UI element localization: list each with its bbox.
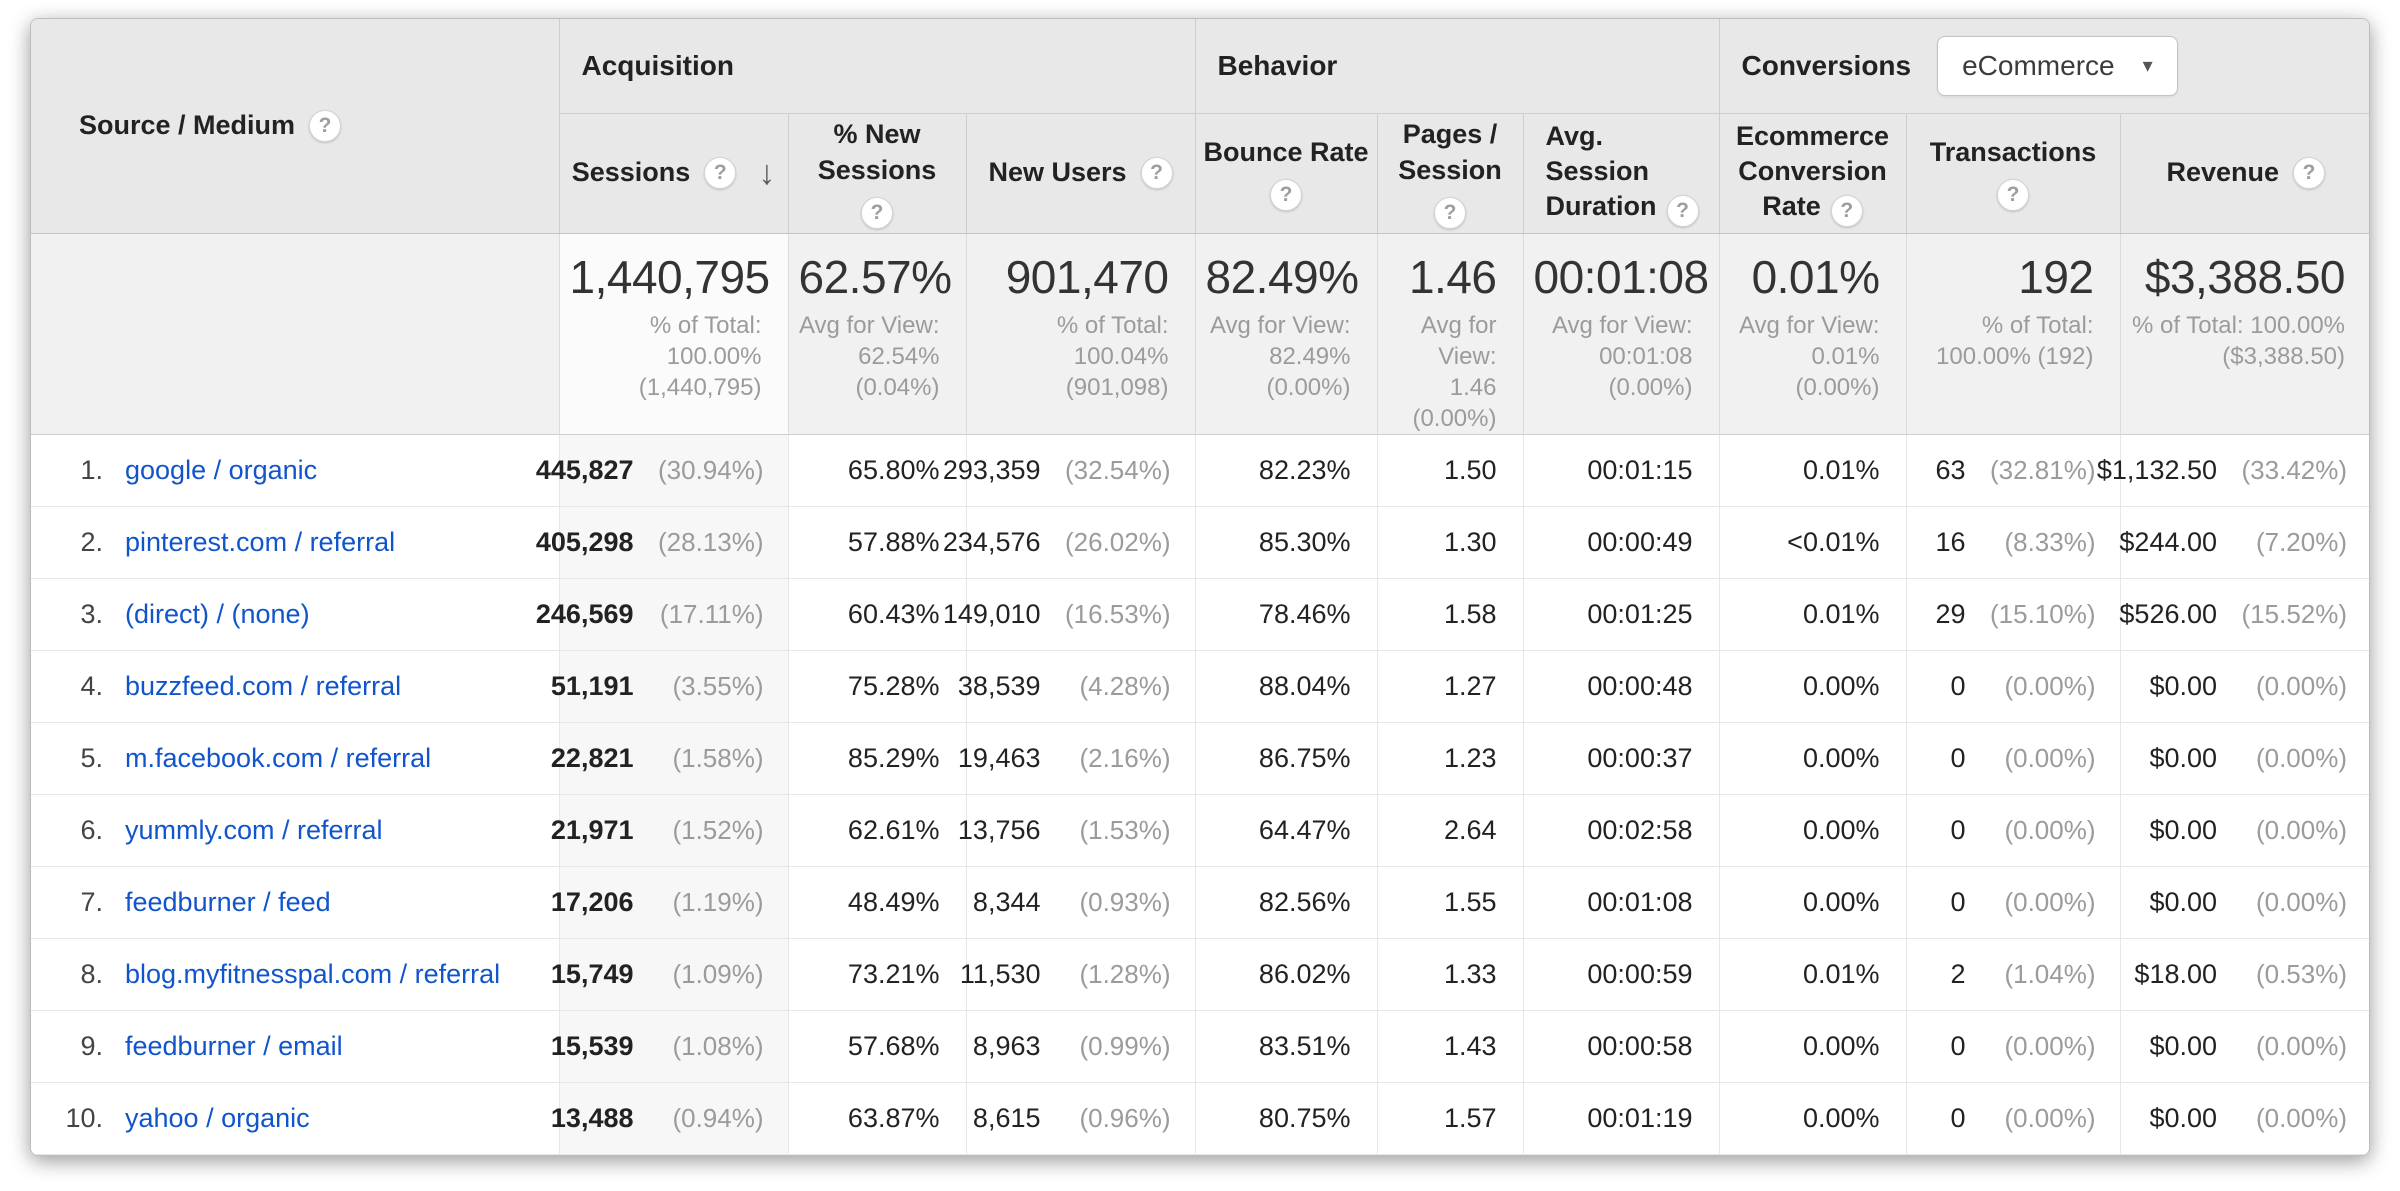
totals-avg-session-duration-note: Avg for View: 00:01:08 (0.00%)	[1551, 311, 1693, 401]
pct-new-sessions-cell: 85.29%	[788, 723, 966, 795]
source-medium-cell	[31, 1083, 559, 1155]
revenue-percent: (0.00%)	[2255, 1103, 2348, 1134]
revenue-cell	[2120, 1083, 2370, 1155]
table-row	[31, 939, 2370, 1011]
source-medium-cell	[31, 579, 559, 651]
bounce-rate-cell: 82.23%	[1195, 435, 1377, 507]
transactions-percent: (1.04%)	[2004, 959, 2096, 990]
source-link[interactable]: yummly.com / referral	[125, 815, 383, 846]
ecommerce-conversion-rate-cell: 0.01%	[1719, 579, 1906, 651]
source-medium-cell	[31, 1011, 559, 1083]
pages-session-cell: 1.43	[1377, 1011, 1523, 1083]
table-row	[31, 651, 2370, 723]
totals-sessions-note: % of Total: 100.00% (1,440,795)	[638, 311, 762, 401]
transactions-cell	[1906, 651, 2120, 723]
table-row	[31, 1083, 2370, 1155]
new-users-percent: (0.96%)	[1079, 1103, 1171, 1134]
sessions-value: 22,821	[550, 743, 634, 774]
new-users-percent: (32.54%)	[1065, 455, 1171, 486]
revenue-cell	[2120, 579, 2370, 651]
source-link[interactable]: blog.myfitnesspal.com / referral	[125, 959, 501, 990]
new-users-cell	[942, 435, 1195, 507]
bounce-rate-cell: 88.04%	[1195, 651, 1377, 723]
avg-session-duration-cell: 00:02:58	[1523, 795, 1719, 867]
column-header-ecommerce-conversion-rate[interactable]	[1719, 113, 1906, 233]
totals-ecommerce-conversion-rate	[1719, 233, 1906, 435]
pages-session-cell: 1.55	[1377, 867, 1523, 939]
transactions-value: 0	[1950, 815, 1966, 846]
ecommerce-conversion-rate-cell: 0.00%	[1719, 795, 1906, 867]
conversions-label: Conversions	[1741, 49, 1912, 81]
source-medium-cell	[31, 723, 559, 795]
source-medium-cell	[31, 939, 559, 1011]
new-users-cell	[957, 651, 1195, 723]
transactions-percent: (8.33%)	[2004, 527, 2096, 558]
revenue-value: $1,132.50	[2096, 455, 2218, 486]
revenue-cell	[2120, 651, 2370, 723]
sessions-cell	[550, 867, 788, 939]
table-row	[31, 1011, 2370, 1083]
pages-session-cell: 1.27	[1377, 651, 1523, 723]
source-medium-cell	[31, 435, 559, 507]
sessions-value: 17,206	[550, 887, 634, 918]
transactions-percent: (0.00%)	[2004, 887, 2096, 918]
totals-avg-session-duration	[1523, 233, 1719, 435]
new-users-percent: (0.99%)	[1079, 1031, 1171, 1062]
new-users-value: 8,963	[972, 1031, 1041, 1062]
bounce-rate-header-label: Bounce Rate	[1203, 136, 1369, 167]
bounce-rate-cell: 80.75%	[1195, 1083, 1377, 1155]
pct-new-sessions-cell: 63.87%	[788, 1083, 966, 1155]
revenue-header-label: Revenue	[2166, 157, 2280, 188]
acquisition-label: Acquisition	[581, 49, 734, 81]
revenue-cell	[2120, 507, 2370, 579]
new-users-value: 19,463	[957, 743, 1041, 774]
sessions-value: 13,488	[550, 1103, 634, 1134]
ecommerce-conversion-rate-cell: 0.01%	[1719, 435, 1906, 507]
revenue-percent: (0.00%)	[2255, 1031, 2348, 1062]
transactions-percent: (0.00%)	[2004, 743, 2096, 774]
table-row	[31, 867, 2370, 939]
sessions-value: 445,827	[535, 455, 634, 486]
selected-goal-set: eCommerce	[1962, 49, 2115, 81]
ecommerce-conversion-rate-cell: 0.00%	[1719, 1083, 1906, 1155]
row-index: 4.	[80, 671, 103, 702]
bounce-rate-cell: 78.46%	[1195, 579, 1377, 651]
table-body	[31, 233, 2370, 1155]
pages-session-cell: 1.33	[1377, 939, 1523, 1011]
totals-pages-session-note: Avg for View: 1.46 (0.00%)	[1412, 311, 1497, 433]
sessions-cell	[550, 723, 788, 795]
ecommerce-conversion-rate-header-label: Ecommerce Conversion Rate	[1735, 121, 1890, 222]
pct-new-sessions-cell: 60.43%	[788, 579, 966, 651]
totals-pct-new-sessions-value: 62.57%	[798, 250, 952, 303]
source-medium-cell	[31, 795, 559, 867]
table-row	[31, 579, 2370, 651]
sessions-percent: (1.09%)	[672, 959, 764, 990]
transactions-percent: (0.00%)	[2004, 1031, 2096, 1062]
totals-pct-new-sessions-note: Avg for View: 62.54% (0.04%)	[798, 311, 940, 401]
totals-sessions-value: 1,440,795	[569, 250, 770, 303]
row-index: 9.	[80, 1031, 103, 1062]
sessions-cell	[535, 507, 788, 579]
transactions-value: 0	[1950, 887, 1966, 918]
analytics-table-frame	[30, 18, 2370, 1156]
transactions-cell	[1906, 867, 2120, 939]
sessions-percent: (30.94%)	[658, 455, 764, 486]
totals-ecommerce-conversion-rate-value: 0.01%	[1751, 250, 1880, 303]
help-icon[interactable]: ?	[861, 197, 893, 229]
source-link[interactable]: feedburner / email	[125, 1031, 343, 1062]
new-users-value: 8,344	[972, 887, 1041, 918]
column-header-transactions[interactable]	[1906, 113, 2120, 233]
revenue-cell	[2120, 723, 2370, 795]
transactions-cell	[1906, 795, 2120, 867]
pages-session-cell: 1.23	[1377, 723, 1523, 795]
sessions-percent: (1.19%)	[672, 887, 764, 918]
chevron-down-icon: ▾	[2142, 55, 2153, 78]
revenue-cell	[2120, 867, 2370, 939]
pages-session-header-label: Pages / Session	[1398, 119, 1502, 185]
source-medium-label: Source / Medium	[79, 110, 296, 141]
transactions-value: 16	[1935, 527, 1966, 558]
new-users-cell	[966, 1011, 1195, 1083]
row-index: 10.	[65, 1103, 103, 1134]
transactions-value: 0	[1950, 1103, 1966, 1134]
new-users-percent: (1.28%)	[1079, 959, 1171, 990]
column-header-new-users[interactable]	[966, 113, 1195, 233]
sessions-cell	[550, 939, 788, 1011]
sort-descending-icon: ↓	[758, 153, 776, 192]
revenue-cell	[2120, 1011, 2370, 1083]
totals-revenue-value: $3,388.50	[2144, 250, 2346, 303]
pages-session-cell: 1.30	[1377, 507, 1523, 579]
transactions-value: 2	[1950, 959, 1966, 990]
column-header-avg-session-duration[interactable]	[1523, 113, 1719, 233]
revenue-percent: (0.00%)	[2255, 743, 2348, 774]
source-medium-cell	[31, 507, 559, 579]
column-header-sessions[interactable]	[559, 113, 788, 233]
group-header-row	[31, 19, 2370, 113]
sessions-percent: (0.94%)	[672, 1103, 764, 1134]
row-index: 8.	[80, 959, 103, 990]
ecommerce-conversion-rate-cell: 0.00%	[1719, 867, 1906, 939]
ecommerce-conversion-rate-cell: 0.00%	[1719, 723, 1906, 795]
totals-avg-session-duration-value: 00:01:08	[1533, 250, 1709, 303]
totals-pct-new-sessions	[788, 233, 966, 435]
source-link[interactable]: buzzfeed.com / referral	[125, 671, 402, 702]
table-row	[31, 795, 2370, 867]
totals-pages-session	[1377, 233, 1523, 435]
revenue-value: $0.00	[2149, 1103, 2218, 1134]
row-index: 3.	[80, 599, 103, 630]
revenue-percent: (7.20%)	[2255, 527, 2348, 558]
new-users-header-label: New Users	[988, 157, 1127, 188]
row-index: 6.	[80, 815, 103, 846]
pages-session-cell: 1.58	[1377, 579, 1523, 651]
row-index: 1.	[80, 455, 103, 486]
help-icon[interactable]: ?	[1997, 179, 2029, 211]
new-users-percent: (16.53%)	[1065, 599, 1171, 630]
transactions-value: 63	[1935, 455, 1966, 486]
sessions-cell	[550, 651, 788, 723]
transactions-cell	[1906, 939, 2120, 1011]
sessions-value: 246,569	[535, 599, 634, 630]
sessions-cell	[550, 795, 788, 867]
ecommerce-conversion-rate-cell: 0.00%	[1719, 1011, 1906, 1083]
ecommerce-conversion-rate-cell: <0.01%	[1719, 507, 1906, 579]
revenue-percent: (0.00%)	[2255, 887, 2348, 918]
revenue-value: $0.00	[2149, 887, 2218, 918]
new-users-percent: (26.02%)	[1065, 527, 1171, 558]
new-users-value: 11,530	[959, 959, 1041, 990]
row-index: 2.	[80, 527, 103, 558]
new-users-value: 13,756	[957, 815, 1041, 846]
bounce-rate-cell: 64.47%	[1195, 795, 1377, 867]
column-header-source-medium[interactable]	[31, 19, 559, 233]
sessions-value: 15,539	[550, 1031, 634, 1062]
sessions-header-label: Sessions	[571, 157, 691, 188]
revenue-percent: (0.53%)	[2255, 959, 2348, 990]
transactions-value: 29	[1935, 599, 1966, 630]
avg-session-duration-cell: 00:01:25	[1523, 579, 1719, 651]
help-icon[interactable]: ?	[1270, 179, 1302, 211]
revenue-cell	[2120, 795, 2370, 867]
avg-session-duration-header-label: Avg. Session Duration	[1545, 121, 1657, 222]
column-header-pages-session[interactable]	[1377, 113, 1523, 233]
new-users-cell	[957, 723, 1195, 795]
column-header-revenue[interactable]	[2120, 113, 2370, 233]
totals-bounce-rate-note: Avg for View: 82.49% (0.00%)	[1209, 311, 1351, 401]
ecommerce-conversion-rate-cell: 0.01%	[1719, 939, 1906, 1011]
new-users-value: 8,615	[972, 1103, 1041, 1134]
sessions-value: 21,971	[550, 815, 634, 846]
revenue-value: $0.00	[2149, 1031, 2218, 1062]
new-users-cell	[966, 1083, 1195, 1155]
new-users-value: 293,359	[942, 455, 1041, 486]
transactions-value: 0	[1950, 671, 1966, 702]
help-icon[interactable]: ?	[1667, 195, 1699, 227]
pct-new-sessions-cell: 73.21%	[788, 939, 966, 1011]
sessions-value: 51,191	[550, 671, 634, 702]
avg-session-duration-cell: 00:00:49	[1523, 507, 1719, 579]
revenue-value: $0.00	[2149, 815, 2218, 846]
revenue-value: $244.00	[2119, 527, 2218, 558]
new-users-value: 234,576	[942, 527, 1041, 558]
row-index: 5.	[80, 743, 103, 774]
pct-new-sessions-cell: 65.80%	[788, 435, 966, 507]
transactions-percent: (32.81%)	[1990, 455, 2096, 486]
help-icon[interactable]: ?	[1434, 197, 1466, 229]
sessions-percent: (1.08%)	[672, 1031, 764, 1062]
revenue-value: $18.00	[2134, 959, 2218, 990]
totals-revenue	[2120, 233, 2370, 435]
new-users-cell	[957, 795, 1195, 867]
avg-session-duration-cell: 00:00:48	[1523, 651, 1719, 723]
totals-empty-cell	[31, 233, 559, 435]
avg-session-duration-cell: 00:01:15	[1523, 435, 1719, 507]
sessions-percent: (1.58%)	[672, 743, 764, 774]
totals-bounce-rate	[1195, 233, 1377, 435]
source-link[interactable]: (direct) / (none)	[125, 599, 310, 630]
totals-new-users	[966, 233, 1195, 435]
help-icon[interactable]: ?	[1141, 157, 1173, 189]
revenue-percent: (33.42%)	[2241, 455, 2348, 486]
pct-new-sessions-cell: 75.28%	[788, 651, 966, 723]
transactions-cell	[1906, 1011, 2120, 1083]
transactions-percent: (15.10%)	[1990, 599, 2096, 630]
revenue-value: $0.00	[2149, 743, 2218, 774]
revenue-value: $526.00	[2119, 599, 2218, 630]
revenue-cell	[2120, 939, 2370, 1011]
source-link[interactable]: m.facebook.com / referral	[125, 743, 432, 774]
new-users-percent: (2.16%)	[1079, 743, 1171, 774]
bounce-rate-cell: 85.30%	[1195, 507, 1377, 579]
transactions-percent: (0.00%)	[2004, 1103, 2096, 1134]
bounce-rate-cell: 86.02%	[1195, 939, 1377, 1011]
totals-pages-session-value: 1.46	[1408, 250, 1497, 303]
new-users-percent: (4.28%)	[1079, 671, 1171, 702]
source-medium-cell	[31, 651, 559, 723]
avg-session-duration-cell: 00:00:37	[1523, 723, 1719, 795]
help-icon[interactable]: ?	[1831, 195, 1863, 227]
sessions-cell	[550, 1011, 788, 1083]
group-header-conversions	[1719, 19, 2370, 113]
bounce-rate-cell: 82.56%	[1195, 867, 1377, 939]
avg-session-duration-cell: 00:01:08	[1523, 867, 1719, 939]
pct-new-sessions-cell: 62.61%	[788, 795, 966, 867]
transactions-cell	[1906, 579, 2120, 651]
pages-session-cell: 1.50	[1377, 435, 1523, 507]
sessions-value: 15,749	[550, 959, 634, 990]
totals-revenue-note: % of Total: 100.00% ($3,388.50)	[2131, 311, 2346, 370]
transactions-value: 0	[1950, 1031, 1966, 1062]
totals-bounce-rate-value: 82.49%	[1205, 250, 1359, 303]
sessions-percent: (1.52%)	[672, 815, 764, 846]
source-medium-report-table	[31, 19, 2370, 1155]
revenue-percent: (0.00%)	[2255, 671, 2348, 702]
source-link[interactable]: pinterest.com / referral	[125, 527, 396, 558]
totals-new-users-note: % of Total: 100.04% (901,098)	[1056, 311, 1169, 401]
source-link[interactable]: google / organic	[125, 455, 318, 486]
transactions-cell	[1906, 435, 2120, 507]
table-row	[31, 507, 2370, 579]
new-users-percent: (1.53%)	[1079, 815, 1171, 846]
transactions-percent: (0.00%)	[2004, 815, 2096, 846]
totals-row	[31, 233, 2370, 435]
avg-session-duration-cell: 00:01:19	[1523, 1083, 1719, 1155]
transactions-cell	[1906, 1083, 2120, 1155]
revenue-percent: (0.00%)	[2255, 815, 2348, 846]
row-index: 7.	[80, 887, 103, 918]
source-medium-cell	[31, 867, 559, 939]
group-header-acquisition	[559, 19, 1195, 113]
source-link[interactable]: yahoo / organic	[125, 1103, 310, 1134]
sessions-percent: (28.13%)	[658, 527, 764, 558]
totals-new-users-value: 901,470	[1005, 250, 1169, 303]
totals-sessions	[559, 233, 788, 435]
avg-session-duration-cell: 00:00:59	[1523, 939, 1719, 1011]
transactions-header-label: Transactions	[1929, 136, 2097, 167]
avg-session-duration-cell: 00:00:58	[1523, 1011, 1719, 1083]
new-users-cell	[959, 939, 1195, 1011]
totals-transactions-value: 192	[2018, 250, 2094, 303]
sessions-percent: (17.11%)	[659, 599, 764, 630]
new-users-value: 38,539	[957, 671, 1041, 702]
sessions-percent: (3.55%)	[672, 671, 764, 702]
column-header-pct-new-sessions[interactable]	[788, 113, 966, 233]
table-row	[31, 723, 2370, 795]
bounce-rate-cell: 83.51%	[1195, 1011, 1377, 1083]
sessions-cell	[535, 579, 788, 651]
totals-ecommerce-conversion-rate-note: Avg for View: 0.01% (0.00%)	[1738, 311, 1880, 401]
pct-new-sessions-cell: 57.88%	[788, 507, 966, 579]
pct-new-sessions-cell: 57.68%	[788, 1011, 966, 1083]
pages-session-cell: 2.64	[1377, 795, 1523, 867]
group-header-behavior	[1195, 19, 1719, 113]
sessions-cell	[535, 435, 788, 507]
table-row	[31, 435, 2370, 507]
help-icon[interactable]: ?	[309, 110, 341, 142]
revenue-cell	[2096, 435, 2370, 507]
bounce-rate-cell: 86.75%	[1195, 723, 1377, 795]
sessions-cell	[550, 1083, 788, 1155]
new-users-cell	[942, 507, 1195, 579]
ecommerce-conversion-rate-cell: 0.00%	[1719, 651, 1906, 723]
transactions-percent: (0.00%)	[2004, 671, 2096, 702]
revenue-percent: (15.52%)	[2241, 599, 2348, 630]
pages-session-cell: 1.57	[1377, 1083, 1523, 1155]
source-link[interactable]: feedburner / feed	[125, 887, 331, 918]
pct-new-sessions-cell: 48.49%	[788, 867, 966, 939]
new-users-cell	[966, 867, 1195, 939]
help-icon[interactable]: ?	[2293, 157, 2325, 189]
help-icon[interactable]: ?	[704, 157, 736, 189]
pct-new-sessions-header-label: % New Sessions	[817, 119, 937, 185]
revenue-value: $0.00	[2149, 671, 2218, 702]
totals-transactions	[1906, 233, 2120, 435]
new-users-value: 149,010	[942, 599, 1041, 630]
transactions-cell	[1906, 723, 2120, 795]
column-header-bounce-rate[interactable]	[1195, 113, 1377, 233]
transactions-value: 0	[1950, 743, 1966, 774]
behavior-label: Behavior	[1217, 49, 1338, 81]
new-users-cell	[942, 579, 1195, 651]
conversions-goal-selector[interactable]	[1937, 36, 2178, 96]
new-users-percent: (0.93%)	[1079, 887, 1171, 918]
sessions-value: 405,298	[535, 527, 634, 558]
transactions-cell	[1906, 507, 2120, 579]
totals-transactions-note: % of Total: 100.00% (192)	[1936, 311, 2094, 370]
